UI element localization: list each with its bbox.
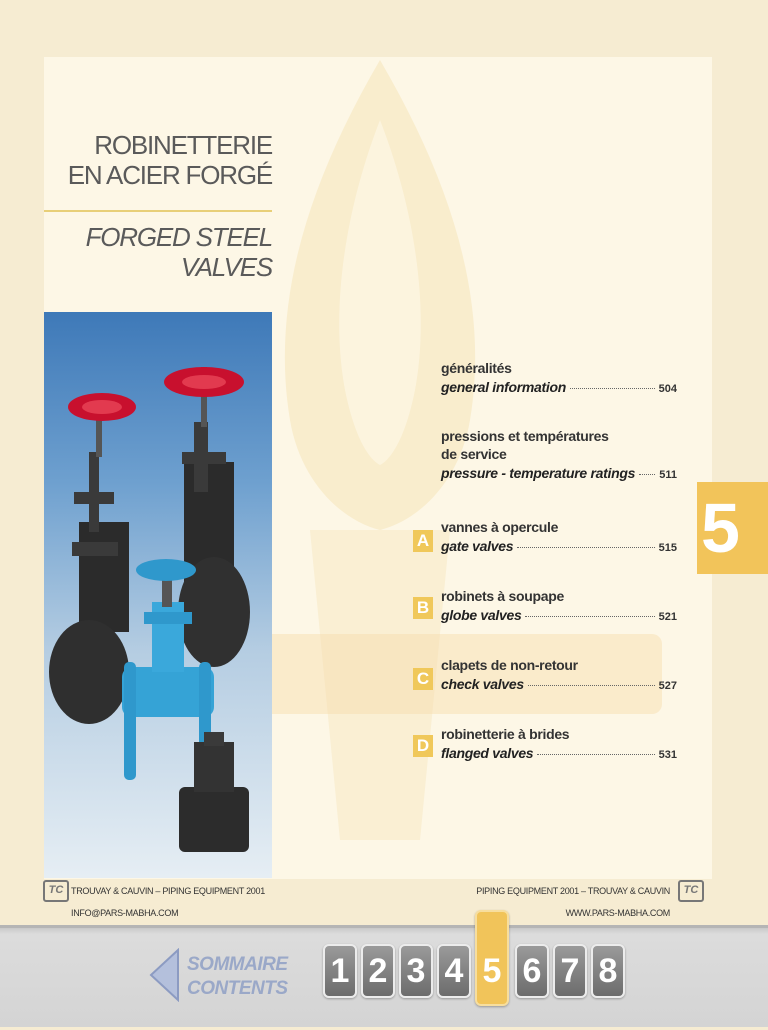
toc-item-flanged-valves[interactable] (441, 725, 677, 763)
toc-fr-label: vannes à opercule (441, 519, 559, 535)
back-arrow-icon[interactable] (148, 948, 180, 1002)
chapter-7-button[interactable]: 7 (553, 944, 587, 998)
title-french: ROBINETTERIE EN ACIER FORGÉ (67, 130, 272, 190)
valves-photo (44, 312, 272, 878)
toc-page-number: 511 (659, 469, 677, 481)
toc-leader-dots (537, 753, 654, 755)
toc-leader-dots (528, 684, 655, 686)
toc-fr-label: clapets de non-retour (441, 657, 578, 673)
toc-item-check-valves[interactable] (441, 656, 677, 694)
toc-leader-dots (525, 615, 654, 617)
section-letter-c-badge: C (413, 668, 433, 690)
chapter-4-button[interactable]: 4 (437, 944, 471, 998)
section-letter-b-badge: B (413, 597, 433, 619)
contents-link[interactable]: SOMMAIRE CONTENTS (187, 954, 288, 999)
section-letter-d-badge: D (413, 735, 433, 757)
toc-en-label: general information (441, 379, 566, 395)
toc-en-label: flanged valves (441, 745, 534, 761)
toc-en-label: gate valves (441, 538, 514, 554)
footer-email-link[interactable]: INFO@PARS-MABHA.COM (71, 908, 179, 918)
section-letter-a-badge: A (413, 530, 433, 552)
chapter-5-button-active[interactable]: 5 (475, 910, 509, 1006)
toc-fr-label: robinetterie à brides (441, 726, 570, 742)
toc-en-label: globe valves (441, 607, 522, 623)
title-english: FORGED STEEL VALVES (85, 222, 272, 282)
footer-left-line1: TROUVAY & CAUVIN – PIPING EQUIPMENT 2001 (71, 886, 265, 896)
footer-website-link[interactable]: WWW.PARS-MABHA.COM (565, 908, 670, 918)
toc-leader-dots (517, 546, 654, 548)
toc-item-pressure-temperature[interactable] (441, 427, 677, 483)
toc-fr-label-2: de service (441, 446, 507, 462)
toc-leader-dots (570, 387, 655, 389)
toc-page-number: 515 (658, 542, 677, 554)
toc-page-number: 504 (658, 383, 677, 395)
chapter-number-tab: 5 (697, 482, 768, 574)
tc-logo-icon: TC (43, 880, 69, 902)
toc-page-number: 531 (658, 749, 677, 761)
toc-page-number: 527 (658, 680, 677, 692)
toc-en-label: check valves (441, 676, 524, 692)
toc-page-number: 521 (658, 611, 677, 623)
tc-logo-icon: TC (678, 880, 704, 902)
toc-item-general-information[interactable] (441, 359, 677, 397)
toc-en-label: pressure - temperature ratings (441, 465, 636, 481)
chapter-6-button[interactable]: 6 (515, 944, 549, 998)
toc-fr-label: généralités (441, 360, 512, 376)
title-divider (44, 210, 272, 212)
chapter-3-button[interactable]: 3 (399, 944, 433, 998)
chapter-2-button[interactable]: 2 (361, 944, 395, 998)
chapter-1-button[interactable]: 1 (323, 944, 357, 998)
toc-item-gate-valves[interactable] (441, 518, 677, 556)
footer-right-line1: PIPING EQUIPMENT 2001 – TROUVAY & CAUVIN (476, 886, 670, 896)
toc-leader-dots (639, 473, 655, 475)
toc-item-globe-valves[interactable] (441, 587, 677, 625)
chapter-8-button[interactable]: 8 (591, 944, 625, 998)
toc-fr-label: pressions et températures (441, 428, 609, 444)
toc-fr-label: robinets à soupape (441, 588, 564, 604)
